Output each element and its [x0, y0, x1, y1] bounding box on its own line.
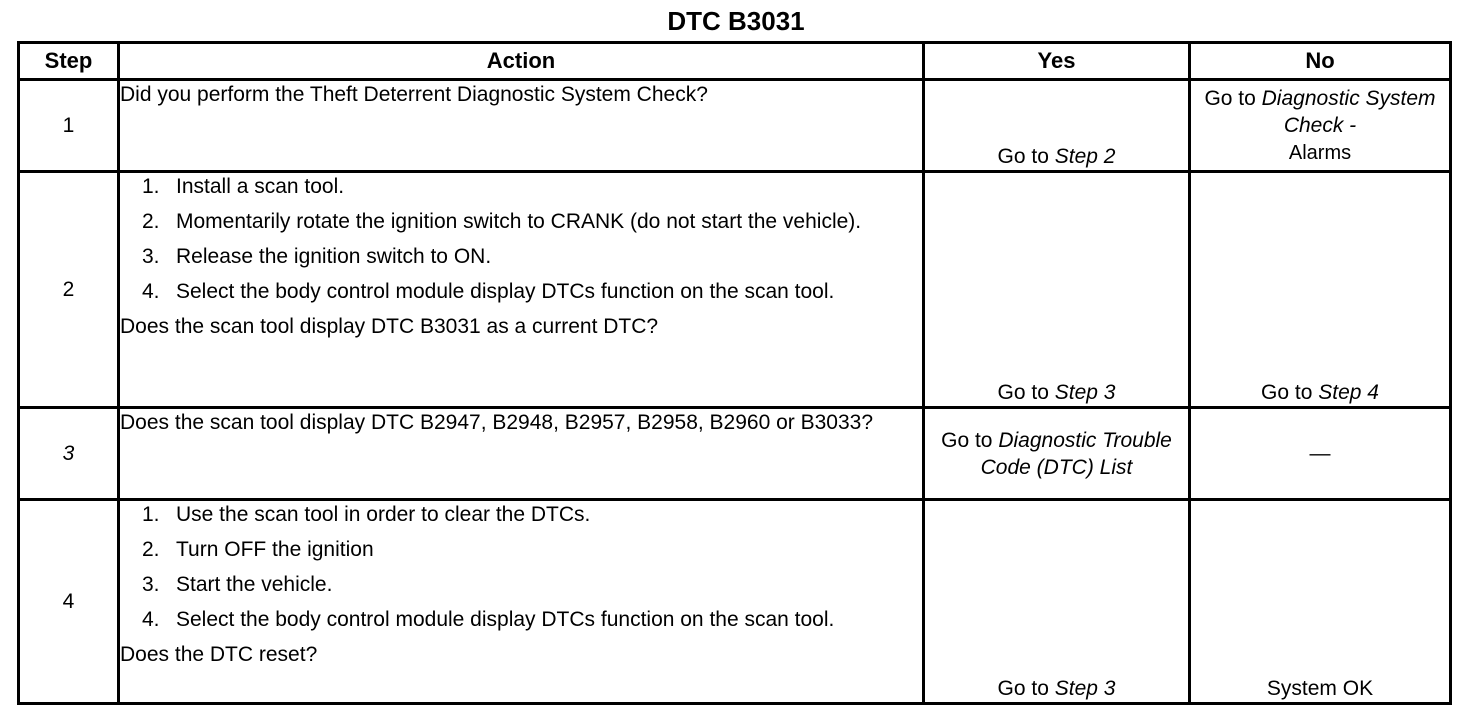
step-number: 2: [19, 172, 119, 408]
no-cell: [1190, 408, 1451, 500]
no-text: System OK: [1266, 677, 1374, 700]
header-row: [19, 43, 1451, 80]
step-number: 1: [19, 80, 119, 172]
no-cell: [1190, 500, 1451, 704]
action-steps: [120, 501, 922, 633]
list-item: 3. Start the vehicle.: [142, 573, 333, 596]
no-link[interactable]: Step 4: [1318, 381, 1379, 404]
table-row: [19, 80, 1451, 172]
yes-prefix: Go to: [997, 145, 1055, 168]
yes-cell: [924, 408, 1190, 500]
no-prefix: Go to: [1204, 87, 1262, 110]
action-question: Did you perform the Theft Deterrent Diagnostic System Check?: [120, 83, 708, 106]
yes-cell: [924, 172, 1190, 408]
yes-cell: [924, 500, 1190, 704]
yes-link[interactable]: Diagnostic Trouble Code (DTC) List: [980, 428, 1172, 479]
step-number: 4: [19, 500, 119, 704]
table-row: [19, 408, 1451, 500]
list-item: 4. Select the body control module display DTCs function on the scan tool.: [142, 608, 835, 631]
no-cell: [1190, 172, 1451, 408]
yes-prefix: Go to: [997, 677, 1055, 700]
action-cell: [119, 408, 924, 500]
list-item: 2. Turn OFF the ignition: [142, 538, 374, 561]
no-link[interactable]: Diagnostic System Check -: [1261, 87, 1436, 137]
action-question: Does the DTC reset?: [120, 643, 318, 666]
action-question: Does the scan tool display DTC B2947, B2948, B2957, B2958, B2960 or B3033?: [120, 411, 874, 434]
yes-prefix: Go to: [941, 428, 999, 452]
action-cell: [119, 80, 924, 172]
yes-link[interactable]: Step 3: [1054, 677, 1116, 700]
list-item: 1. Install a scan tool.: [142, 175, 345, 198]
yes-prefix: Go to: [997, 381, 1055, 404]
yes-link[interactable]: Step 2: [1054, 145, 1116, 168]
header-action: Action: [119, 43, 924, 80]
action-cell: [119, 172, 924, 408]
list-item: 3. Release the ignition switch to ON.: [142, 245, 492, 268]
document-title: DTC B3031: [667, 6, 805, 36]
header-no: No: [1190, 43, 1451, 80]
action-cell: [119, 500, 924, 704]
table-row: [19, 172, 1451, 408]
list-item: 1. Use the scan tool in order to clear the DTCs.: [142, 503, 591, 526]
table-row: [19, 500, 1451, 704]
header-step: Step: [19, 43, 119, 80]
action-steps: [120, 173, 922, 305]
no-dash: —: [1309, 442, 1331, 465]
no-prefix: Go to: [1261, 381, 1319, 404]
list-item: 2. Momentarily rotate the ignition switch to CRANK (do not start the vehicle).: [142, 210, 862, 233]
no-cell: [1190, 80, 1451, 172]
yes-link[interactable]: Step 3: [1054, 381, 1116, 404]
list-item: 4. Select the body control module display DTCs function on the scan tool.: [142, 280, 835, 303]
yes-cell: [924, 80, 1190, 172]
header-yes: Yes: [924, 43, 1190, 80]
no-suffix: Alarms: [1288, 142, 1352, 164]
diagnostic-table: [17, 41, 1452, 705]
action-question: Does the scan tool display DTC B3031 as a current DTC?: [120, 315, 659, 338]
step-number: 3: [19, 408, 119, 500]
